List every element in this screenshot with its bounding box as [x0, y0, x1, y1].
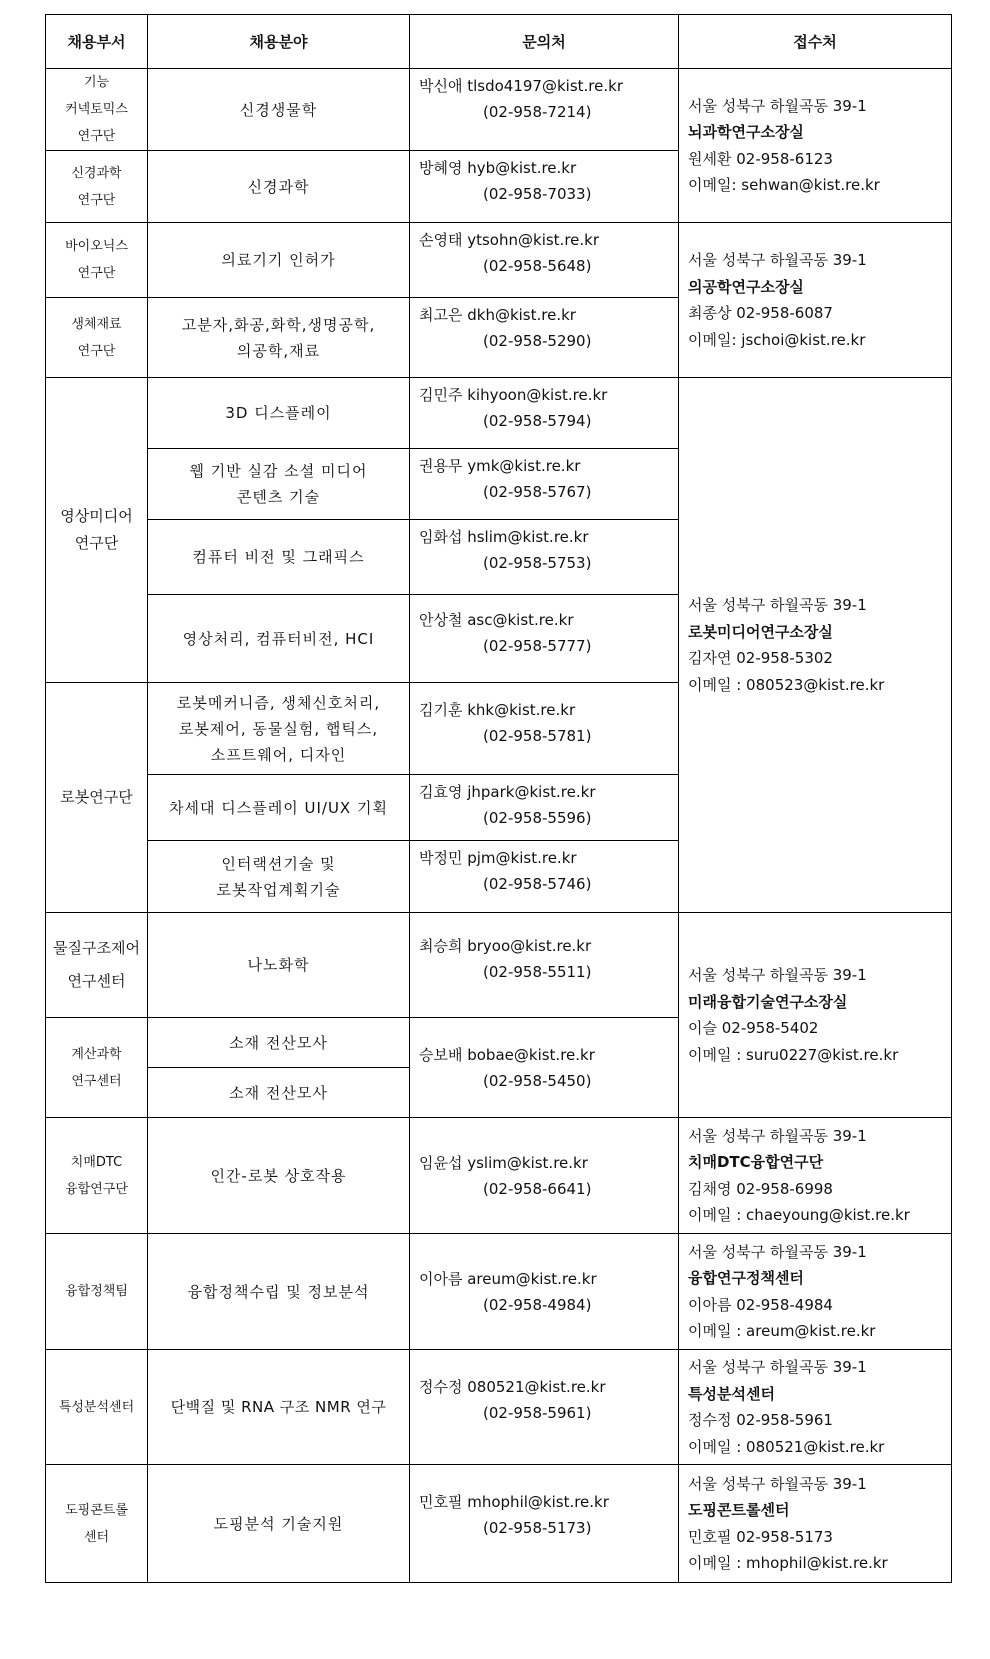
dept-cell: 바이오닉스 연구단 — [46, 223, 148, 298]
table-row — [46, 223, 952, 298]
contact-cell: 임윤섭 yslim@kist.re.kr (02-958-6641) — [410, 1118, 679, 1234]
field-cell: 나노화학 — [148, 913, 410, 1018]
contact-cell: 민호필 mhophil@kist.re.kr (02-958-5173) — [410, 1465, 679, 1583]
field-cell: 고분자,화공,화학,생명공학, 의공학,재료 — [148, 298, 410, 378]
reception-cell: 서울 성북구 하월곡동 39-1 특성분석센터 정수정 02-958-5961 이메일 : 080521@kist.re.kr — [679, 1350, 952, 1465]
contact-cell: 권용무 ymk@kist.re.kr (02-958-5767) — [410, 449, 679, 520]
header-field: 채용분야 — [148, 15, 410, 69]
contact-cell: 안상철 asc@kist.re.kr (02-958-5777) — [410, 595, 679, 683]
header-dept: 채용부서 — [46, 15, 148, 69]
contact-cell: 이아름 areum@kist.re.kr (02-958-4984) — [410, 1234, 679, 1350]
field-cell: 융합정책수립 및 정보분석 — [148, 1234, 410, 1350]
table-row — [46, 913, 952, 1018]
contact-cell: 최승희 bryoo@kist.re.kr (02-958-5511) — [410, 913, 679, 1018]
dept-cell: 계산과학 연구센터 — [46, 1018, 148, 1118]
reception-cell: 서울 성북구 하월곡동 39-1 융합연구정책센터 이아름 02-958-4984 이메일 : areum@kist.re.kr — [679, 1234, 952, 1350]
field-cell: 인터랙션기술 및 로봇작업계획기술 — [148, 841, 410, 913]
dept-cell: 신경과학 연구단 — [46, 151, 148, 223]
dept-cell: 특성분석센터 — [46, 1350, 148, 1465]
table-row — [46, 69, 952, 151]
field-cell: 신경생물학 — [148, 69, 410, 151]
table-row — [46, 1234, 952, 1350]
dept-cell: 물질구조제어 연구센터 — [46, 913, 148, 1018]
contact-cell: 박정민 pjm@kist.re.kr (02-958-5746) — [410, 841, 679, 913]
table-row — [46, 1350, 952, 1465]
field-cell: 컴퓨터 비전 및 그래픽스 — [148, 520, 410, 595]
field-cell: 소재 전산모사 — [148, 1018, 410, 1068]
field-cell: 도핑분석 기술지원 — [148, 1465, 410, 1583]
field-cell: 의료기기 인허가 — [148, 223, 410, 298]
contact-cell: 최고은 dkh@kist.re.kr (02-958-5290) — [410, 298, 679, 378]
reception-cell: 서울 성북구 하월곡동 39-1 도핑콘트롤센터 민호필 02-958-5173 이메일 : mhophil@kist.re.kr — [679, 1465, 952, 1583]
reception-cell: 서울 성북구 하월곡동 39-1 의공학연구소장실 최종상 02-958-6087 이메일: jschoi@kist.re.kr — [679, 223, 952, 378]
table-row — [46, 1118, 952, 1234]
dept-cell: 기능 커넥토믹스 연구단 — [46, 69, 148, 151]
contact-cell: 임화섭 hslim@kist.re.kr (02-958-5753) — [410, 520, 679, 595]
contact-cell: 정수정 080521@kist.re.kr (02-958-5961) — [410, 1350, 679, 1465]
field-cell: 신경과학 — [148, 151, 410, 223]
dept-cell: 영상미디어 연구단 — [46, 378, 148, 683]
field-cell: 소재 전산모사 — [148, 1068, 410, 1118]
field-cell: 웹 기반 실감 소셜 미디어 콘텐츠 기술 — [148, 449, 410, 520]
field-cell: 차세대 디스플레이 UI/UX 기획 — [148, 775, 410, 841]
contact-cell: 박신애 tlsdo4197@kist.re.kr (02-958-7214) — [410, 69, 679, 151]
table-row — [46, 1465, 952, 1583]
header-row — [46, 15, 952, 69]
recruitment-table — [45, 14, 952, 1583]
reception-cell: 서울 성북구 하월곡동 39-1 로봇미디어연구소장실 김자연 02-958-5302 이메일 : 080523@kist.re.kr — [679, 378, 952, 913]
field-cell: 단백질 및 RNA 구조 NMR 연구 — [148, 1350, 410, 1465]
field-cell: 3D 디스플레이 — [148, 378, 410, 449]
contact-cell: 손영태 ytsohn@kist.re.kr (02-958-5648) — [410, 223, 679, 298]
dept-cell: 융합정책팀 — [46, 1234, 148, 1350]
field-cell: 로봇메커니즘, 생체신호처리, 로봇제어, 동물실험, 햅틱스, 소프트웨어, 디자인 — [148, 683, 410, 775]
field-cell: 인간-로봇 상호작용 — [148, 1118, 410, 1234]
reception-cell: 서울 성북구 하월곡동 39-1 치매DTC융합연구단 김채영 02-958-6998 이메일 : chaeyoung@kist.re.kr — [679, 1118, 952, 1234]
field-cell: 영상처리, 컴퓨터비전, HCI — [148, 595, 410, 683]
contact-cell: 김민주 kihyoon@kist.re.kr (02-958-5794) — [410, 378, 679, 449]
dept-cell: 로봇연구단 — [46, 683, 148, 913]
contact-cell: 김효영 jhpark@kist.re.kr (02-958-5596) — [410, 775, 679, 841]
header-reception: 접수처 — [679, 15, 952, 69]
dept-cell: 도핑콘트롤 센터 — [46, 1465, 148, 1583]
header-contact: 문의처 — [410, 15, 679, 69]
contact-cell: 방혜영 hyb@kist.re.kr (02-958-7033) — [410, 151, 679, 223]
reception-cell: 서울 성북구 하월곡동 39-1 미래융합기술연구소장실 이슬 02-958-5402 이메일 : suru0227@kist.re.kr — [679, 913, 952, 1118]
contact-cell: 승보배 bobae@kist.re.kr (02-958-5450) — [410, 1018, 679, 1118]
table-row — [46, 378, 952, 449]
reception-cell: 서울 성북구 하월곡동 39-1 뇌과학연구소장실 원세환 02-958-6123 이메일: sehwan@kist.re.kr — [679, 69, 952, 223]
dept-cell: 치매DTC 융합연구단 — [46, 1118, 148, 1234]
contact-cell: 김기훈 khk@kist.re.kr (02-958-5781) — [410, 683, 679, 775]
dept-cell: 생체재료 연구단 — [46, 298, 148, 378]
